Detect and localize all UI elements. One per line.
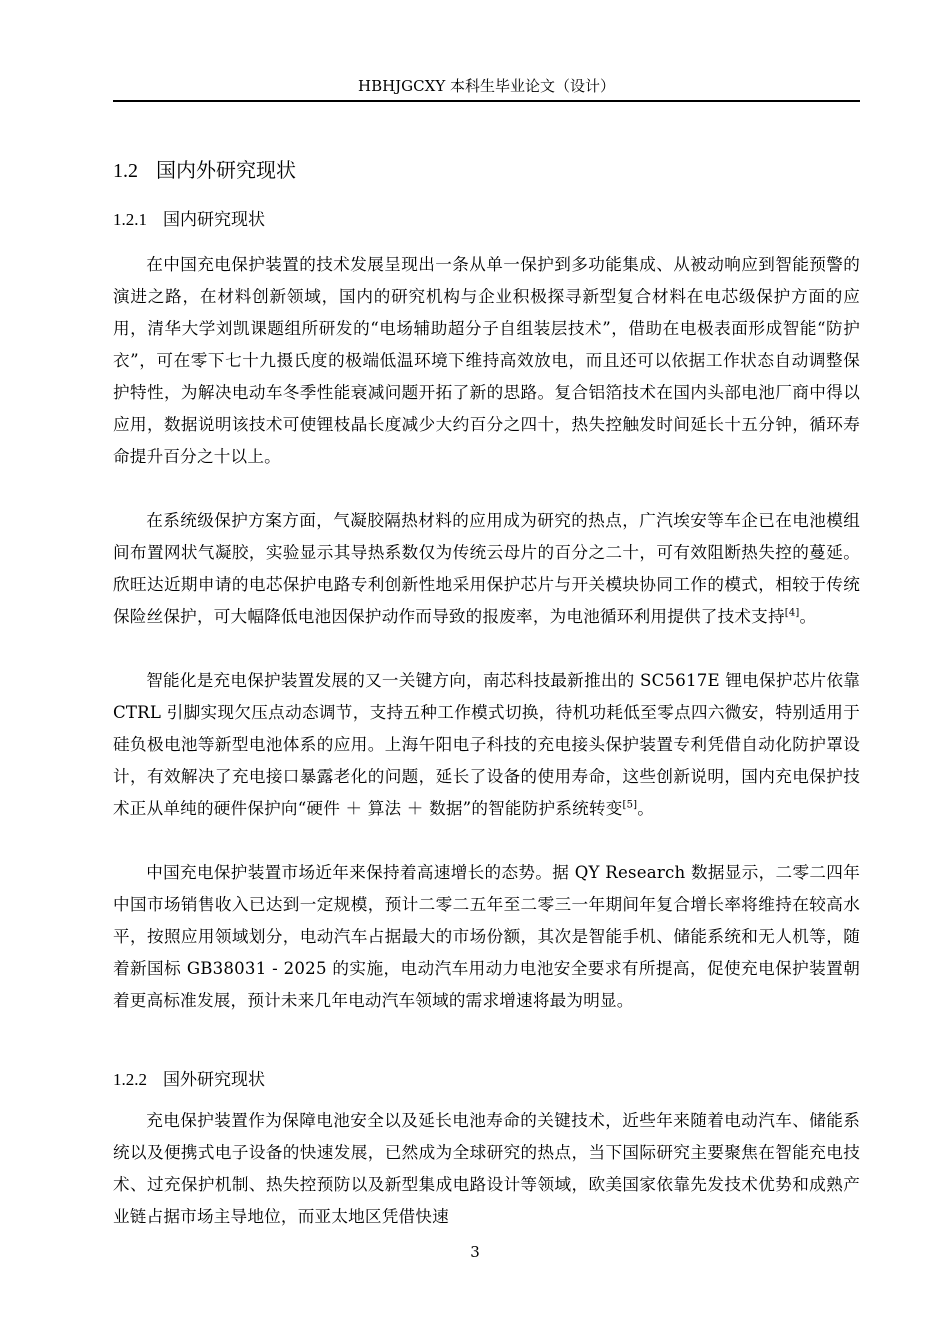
page-number: 3 [470,1243,480,1261]
subsection-title-2: 国外研究现状 [163,1070,265,1090]
header-rule [113,100,860,102]
paragraph-3 [113,665,860,825]
subsection-heading-1 [113,207,265,233]
paragraph-1: 在中国充电保护装置的技术发展呈现出一条从单一保护到多功能集成、从被动响应到智能预警的演进之路，在材料创新领域，国内的研究机构与企业积极探寻新型复合材料在电芯级保护方面的应用，清华大学刘凯课题组所研发的“电场辅助超分子自组装层技术”，借助在电极表面形成智能“防护衣”，可在零下七十九摄氏度的极端低温环境下维持高效放电，而且还可以依据工作状态自动调整保护特性，为解决电动车冬季性能衰减问题开拓了新的思路。复合铝箔技术在国内头部电池厂商中得以应用，数据说明该技术可使锂枝晶长度减少大约百分之四十，热失控触发时间延长十五分钟，循环寿命提升百分之十以上。 [113,255,860,466]
citation-5: [5] [622,799,638,811]
subsection-title-1: 国内研究现状 [163,210,265,230]
citation-4: [4] [784,607,800,619]
paragraph-2 [113,505,860,633]
section-number: 1.2 [113,160,138,182]
section-heading [113,156,296,185]
paragraph-3-end: 。 [637,799,655,818]
paragraph-2-text: 在系统级保护方案方面，气凝胶隔热材料的应用成为研究的热点，广汽埃安等车企已在电池模组间布置网状气凝胶，实验显示其导热系数仅为传统云母片的百分之二十，可有效阻断热失控的蔓延。欣旺达近期申请的电芯保护电路专利创新性地采用保护芯片与开关模块协同工作的模式，相较于传统保险丝保护，可大幅降低电池因保护动作而导致的报废率，为电池循环利用提供了技术支持 [113,511,860,626]
section-title: 国内外研究现状 [156,158,296,182]
paragraph-3-text: 智能化是充电保护装置发展的又一关键方向，南芯科技最新推出的 SC5617E 锂电保护芯片依靠 CTRL 引脚实现欠压点动态调节，支持五种工作模式切换，待机功耗低至零点四六微安，特别适用于硅负极电池等新型电池体系的应用。上海午阳电子科技的充电接头保护装置专利凭借自动化防护罩设计，有效解决了充电接口暴露老化的问题，延长了设备的使用寿命，这些创新说明，国内充电保护技术正从单纯的硬件保护向“硬件 ＋ 算法 ＋ 数据”的智能防护系统转变 [113,671,860,818]
paragraph-4: 中国充电保护装置市场近年来保持着高速增长的态势。据 QY Research 数据显示，二零二四年中国市场销售收入已达到一定规模，预计二零二五年至二零三一年期间年复合增长率将维持在较高水平，按照应用领域划分，电动汽车占据最大的市场份额，其次是智能手机、储能系统和无人机等，随着新国标 GB38031 - 2025 的实施，电动汽车用动力电池安全要求有所提高，促使充电保护装置朝着更高标准发展，预计未来几年电动汽车领域的需求增速将最为明显。 [113,863,860,1010]
subsection-number-1: 1.2.1 [113,210,147,229]
subsection-heading-2 [113,1067,265,1093]
running-header: HBHJGCXY 本科生毕业论文（设计） [357,77,615,95]
paragraph-5: 充电保护装置作为保障电池安全以及延长电池寿命的关键技术，近些年来随着电动汽车、储能系统以及便携式电子设备的快速发展，已然成为全球研究的热点，当下国际研究主要聚焦在智能充电技术、过充保护机制、热失控预防以及新型集成电路设计等领域，欧美国家依靠先发技术优势和成熟产业链占据市场主导地位，而亚太地区凭借快速 [113,1111,860,1226]
subsection-number-2: 1.2.2 [113,1070,147,1089]
paragraph-2-end: 。 [799,607,817,626]
